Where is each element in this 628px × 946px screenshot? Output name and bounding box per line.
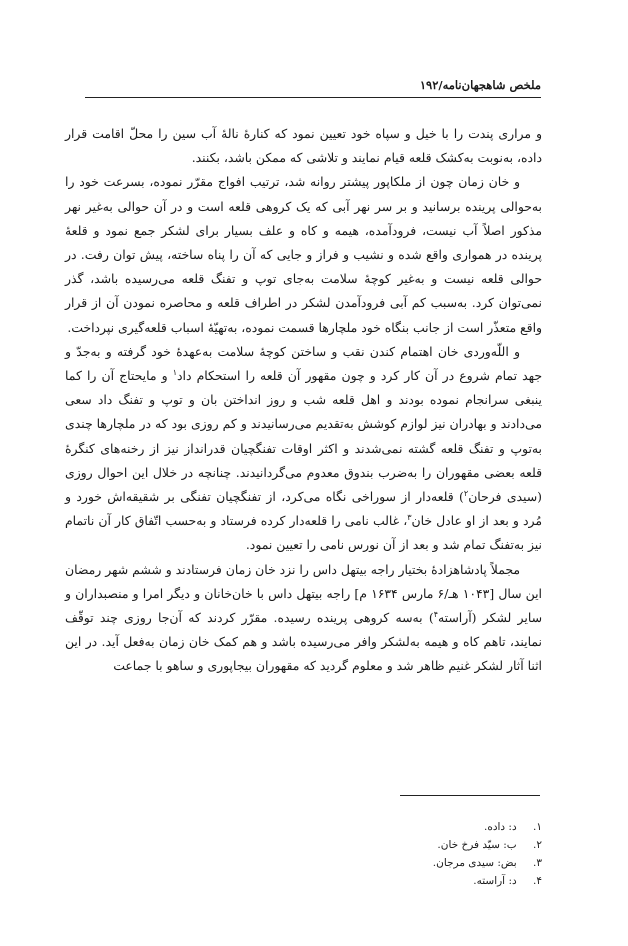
paragraph xyxy=(65,340,542,558)
paragraph-text: ) قلعه‌دار از سوراخی نگاه می‌کرد، از تفنگچیان تفنگی بر شقیقه‌اش خورد و مُرد و بعد از او عادل خان xyxy=(65,489,542,529)
paragraph: و مراری پندت را با خیل و سپاه خود تعیین نمود که کنارهٔ نالهٔ آب سین را محلّ اقامت قرار داده، به‌نوبت به‌کشک قلعه قیام نمایند و تلاشی که ممکن باشد، بکنند. xyxy=(65,126,542,166)
paragraph-text: ) به‌سه کروهی پرینده رسیده. مقرّر کردند که آن‌جا روزی چند توقّف نمایند، تاهم کاه و هیمه به‌لشکر وافر می‌رسیده باشد و هم کمک خان زمان به‌فعل آید. در این اثنا آثار لشکر غنیم ظاهر شد و معلوم گردید که مقهوران بیجاپوری و ساهو با جماعت xyxy=(65,610,542,674)
footnote-text: بض: سیدی مرجان. xyxy=(432,857,517,869)
page-header: ملخص شاهجهان‌نامه/۱۹۲ xyxy=(85,78,541,98)
footnote xyxy=(300,818,542,836)
footnote-ref: ۳ xyxy=(407,513,412,523)
footnote-ref: ۱ xyxy=(172,367,177,377)
footnote xyxy=(300,836,542,854)
footnote-divider xyxy=(400,795,540,796)
footnote-ref: ۴ xyxy=(433,609,439,619)
footnotes xyxy=(300,818,542,890)
footnote-ref: ۲ xyxy=(463,488,469,498)
paragraph-text: و اللّه‌وردی خان اهتمام کندن نقب و ساختن کوچهٔ سلامت به‌عهدهٔ خود گرفته و به‌جدّ و جهد تمام شروع در آن کار کرد و چون مقهور آن قلعه را استحکام داد xyxy=(65,343,542,384)
footnote xyxy=(300,872,542,890)
footnote-number: ۴. xyxy=(533,875,542,887)
footnote-number: ۳. xyxy=(533,857,542,869)
paragraph: و خان زمان چون از ملکاپور پیشتر روانه شد، ترتیب افواج مقرّر نموده، بسرعت خود را به‌حوالی پرینده برسانید و بر سر نهر آبی که یک کروهی قلعه است و در آن حوالی به‌غیر نهر مذکور اصلاً آب نیست، فرودآمده، هیمه و کاه و علف بسیار برای لشکر جمع نمود و قلعهٔ پرینده در هموارى واقع شده و نشیب و فراز و جایی که آن را پناه ساخته، پیش توان رفت. در حوالی قلعه نیست و به‌غیر کوچهٔ سلامت به‌جای توپ و تفنگ قلعه می‌رسیده باشد، گذر نمی‌توان کرد. به‌سبب کم آبی فرودآمدن لشکر در اطراف قلعه و محاصره نمودن آن از قرار واقع متعذّر است از جانب بنگاه خود ملچارها قسمت نموده، به‌تهیّهٔ اسباب قلعه‌گیری نپرداخت. xyxy=(65,174,542,335)
footnote-text: د: آراسته. xyxy=(473,875,517,887)
footnote-number: ۱. xyxy=(533,821,542,833)
footnote-text: د: داده. xyxy=(483,821,517,833)
paragraph-text: مجملاً پادشاهزادهٔ بختیار راجه بیتهل داس را نزد خان زمان فرستادند و ششم شهر رمضان این سال [۱۰۴۳ هـ/۶ مارس ۱۶۳۴ م] راجه بیتهل داس با خان‌خانان و دیگر امرا و منصبداران و سایر لشکر (آراسته xyxy=(65,561,542,626)
paragraph-text: ، غالب نامی را قلعه‌دار کرده فرستاد و به‌حسب اتّفاق کار آن ناتمام نیز به‌تفنگ تمام شد و بعد از آن نورس نامی را تعیین نمود. xyxy=(65,513,542,553)
footnote-number: ۲. xyxy=(533,839,542,851)
paragraph-text: و مایحتاج آن را کما ینبغی سرانجام نموده بودند و اهل قلعه شب و روز انداختن بان و توپ و تفنگ داد سعی می‌دادند و بهادران نیز لوازم کوشش به‌تقدیم می‌رسانیدند و کم روزی بود که در ملچارها چندی به‌توپ و تفنگ قلعه گشته نمی‌شدند و اکثر اوقات تفنگچیان قدرانداز نیز از رخنه‌های کنگرهٔ قلعه بعضی مقهوران را به‌ضرب بندوق معدوم می‌گردانیدند. چنانچه در خلال این احوال روزی (سیدی فرحان xyxy=(65,368,543,505)
footnote-text: ب: سیّد فرخ خان. xyxy=(437,839,517,851)
footnote xyxy=(300,854,542,872)
body-text xyxy=(65,122,542,679)
paragraph xyxy=(65,558,542,679)
